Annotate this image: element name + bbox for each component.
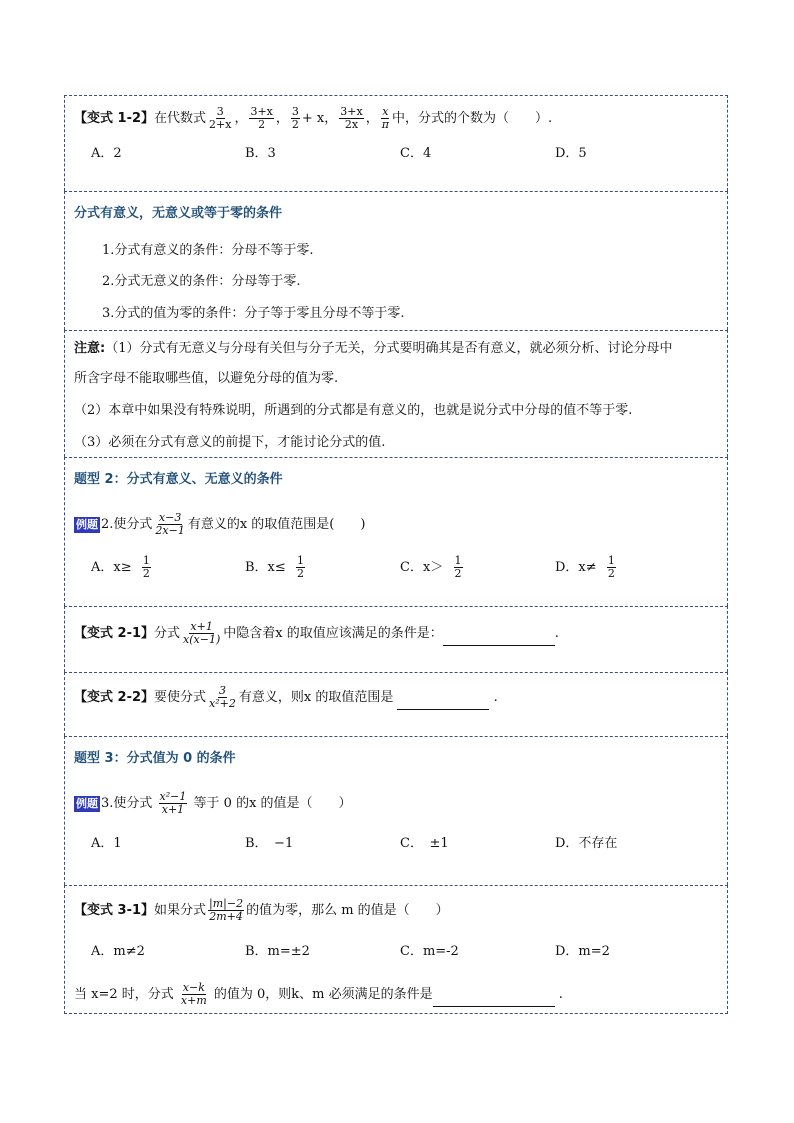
question-line: 当 x=2 时，分式 $\frac{x-k}{x+m}$ 的值为 0，则k、m 必须满足的条件是 . — [74, 981, 563, 1007]
question-line: 【变式 2-1】分式 $\frac{x+1}{x(x-1)}$ 中隐含着x 的取值应该满足的条件是： . — [74, 620, 559, 646]
section-heading: 题型 2：分式有意义、无意义的条件 — [74, 472, 283, 487]
section-bianshi-2-1 — [64, 606, 728, 672]
question-tag: 【变式 2-2】 — [74, 690, 155, 705]
fraction: $\frac{1}{2}$ — [607, 554, 615, 580]
fraction: $\frac{3+x}{2x}$ — [340, 105, 363, 131]
option-a[interactable]: A．1 — [91, 836, 122, 851]
fraction: $\frac{x-k}{x+m}$ — [180, 981, 207, 1007]
note-line: 所含字母不能取哪些值，以避免分母的值为零. — [74, 371, 339, 386]
fraction: $\frac{1}{2}$ — [454, 554, 462, 580]
question-tag: 【变式 1-2】 — [74, 111, 155, 126]
section-type-2 — [64, 457, 728, 606]
section-type-3 — [64, 736, 728, 885]
question-line: 【变式 1-2】在代数式 $\frac{3}{2+x}$ ， $\frac{3+x}{2}$ ， $\frac{3}{2}$ + x， $\frac{3+x}{2x}$ ， $\frac{x}{\pi}$ 中，分式的个数为（ ）. — [74, 105, 553, 131]
section-bianshi-1-2 — [64, 95, 728, 191]
option-d[interactable]: D．m=2 — [555, 944, 610, 959]
option-c[interactable]: C．x＞ $\frac{1}{2}$ — [400, 554, 462, 580]
question-line: 【变式 3-1】如果分式 $\frac{|m|-2}{2m+4}$ 的值为零，那么 m 的值是（ ） — [74, 897, 449, 923]
option-a[interactable]: A．m≠2 — [91, 944, 145, 959]
fraction: $\frac{3}{\text{x²+2}}$ — [209, 684, 236, 710]
option-b[interactable]: B．m=±2 — [245, 944, 310, 959]
option-c[interactable]: C．m=-2 — [400, 944, 459, 959]
option-b[interactable]: B．3 — [245, 146, 276, 161]
fraction: $\frac{3}{2}$ — [291, 105, 299, 131]
fraction: $\frac{1}{2}$ — [142, 554, 150, 580]
example-badge: 例题 — [76, 797, 98, 810]
option-b[interactable]: B．x≤ $\frac{1}{2}$ — [245, 554, 305, 580]
note-line: （3）必须在分式有意义的前提下，才能讨论分式的值. — [74, 435, 386, 450]
option-a[interactable]: A．2 — [91, 146, 122, 161]
question-tag: 【变式 3-1】 — [74, 903, 155, 918]
question-tail: 中，分式的个数为（ ）. — [391, 111, 553, 126]
fraction: $\frac{3}{2+x}$ — [209, 105, 232, 131]
note-label: 注意: — [74, 341, 106, 356]
fraction: $\frac{3+x}{2}$ — [250, 105, 273, 131]
option-d[interactable]: D．x≠ $\frac{1}{2}$ — [555, 554, 615, 580]
option-c[interactable]: C． ±1 — [400, 836, 449, 851]
condition-item: 2.分式无意义的条件：分母等于零. — [102, 274, 301, 289]
fraction: $\frac{1}{2}$ — [297, 554, 305, 580]
answer-blank[interactable] — [433, 992, 555, 1007]
note-line: （2）本章中如果没有特殊说明，所遇到的分式都是有意义的，也就是说分式中分母的值不等于零. — [74, 403, 633, 418]
section-conditions — [64, 191, 728, 330]
section-bianshi-2-2 — [64, 672, 728, 736]
example-badge: 例题 — [76, 518, 98, 531]
note-line: 注意:（1）分式有无意义与分母有关但与分子无关，分式要明确其是否有意义，就必须分析、讨论分母中 — [74, 341, 673, 356]
question-tag: 【变式 2-1】 — [74, 626, 155, 641]
question-lead: 在代数式 — [154, 111, 207, 126]
fraction: $\frac{x-3}{2x-1}$ — [155, 511, 185, 537]
example-question: 例题 3.使分式 $\frac{\text{x²−1}}{x+1}$ 等于 0 的x 的值是（ ） — [76, 790, 352, 816]
fraction: $\frac{x}{\pi}$ — [381, 105, 389, 131]
option-a[interactable]: A．x≥ $\frac{1}{2}$ — [91, 554, 150, 580]
example-question: 例题 2.使分式 $\frac{x-3}{2x-1}$ 有意义的x 的取值范围是( ) — [76, 511, 366, 537]
option-d[interactable]: D．5 — [555, 146, 587, 161]
option-d[interactable]: D．不存在 — [555, 836, 618, 851]
answer-blank[interactable] — [397, 695, 489, 710]
fraction: $\frac{x+1}{x(x-1)}$ — [183, 620, 221, 646]
section-note — [64, 330, 728, 457]
section-heading: 分式有意义，无意义或等于零的条件 — [74, 206, 283, 221]
section-bianshi-3-1 — [64, 885, 728, 1014]
condition-item: 3.分式的值为零的条件：分子等于零且分母不等于零. — [102, 306, 405, 321]
fraction: $\frac{\text{x²−1}}{x+1}$ — [159, 790, 187, 816]
answer-blank[interactable] — [443, 631, 555, 646]
question-line: 【变式 2-2】要使分式 $\frac{3}{\text{x²+2}}$ 有意义，则x 的取值范围是 . — [74, 684, 498, 710]
fraction: $\frac{|m|-2}{2m+4}$ — [209, 897, 244, 923]
option-c[interactable]: C．4 — [400, 146, 432, 161]
condition-item: 1.分式有意义的条件：分母不等于零. — [102, 243, 314, 258]
option-b[interactable]: B． −1 — [245, 836, 294, 851]
section-heading: 题型 3：分式值为 0 的条件 — [74, 751, 236, 766]
